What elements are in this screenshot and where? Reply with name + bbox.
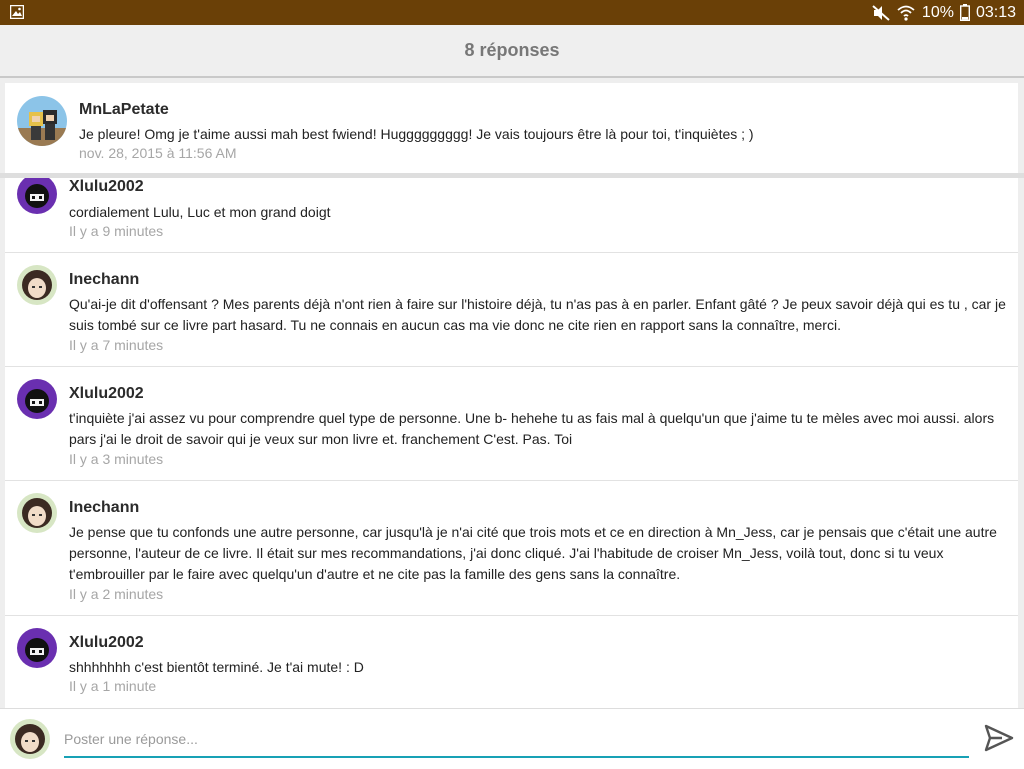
avatar[interactable] [17,178,57,214]
mute-icon [872,5,890,21]
wifi-icon [896,4,916,22]
avatar-mnlapetate-image [17,96,67,146]
list-item[interactable] [5,366,1018,481]
reply-time: Il y a 2 minutes [69,586,164,602]
reply-author[interactable]: Xlulu2002 [69,178,144,195]
send-icon[interactable] [984,724,1014,752]
avatar[interactable] [17,493,57,533]
avatar[interactable] [17,379,57,419]
avatar-xlulu-image [17,628,57,668]
avatar[interactable] [17,265,57,305]
reply-text: Qu'ai-je dit d'offensant ? Mes parents déjà n'ont rien à faire sur l'histoire déjà, tu n'as pas à en parler. Enfant gâté ? Je peux savoir déjà qui es tu , car je suis tombé sur ce livre part hasard. Tu ne connais en aucun cas ma vie donc ne cite rien en rapport sans la connaître, merci. [69,296,1006,333]
comment-text: Je pleure! Omg je t'aime aussi mah best fwiend! Huggggggggg! Je vais toujours être là pour toi, t'inquiètes ; ) [79,126,754,142]
avatar-inechann-image [17,493,57,533]
avatar[interactable] [17,96,67,146]
reply-text: Je pense que tu confonds une autre personne, car jusqu'là je n'ai cité que trois mots et ce en direction à Mn_Jess, car je pensais que c'était une autre personne, l'auteur de ce livre. Il était sur mes recommandations, j'ai donc cliqué. J'ai l'habitude de croiser Mn_Jess, voilà tout, donc si tu veux t'embrouiller par le faire avec quelqu'un d'autre et ne cite pas la famille des gens sans la connaître. [69,524,997,582]
list-item[interactable] [5,615,1018,708]
comment-author[interactable]: MnLaPetate [79,101,169,118]
reply-author[interactable]: Xlulu2002 [69,385,144,402]
page-title: 8 réponses [464,40,560,60]
avatar[interactable] [17,628,57,668]
clock: 03:13 [975,3,1016,21]
header [0,25,1024,78]
parent-comment[interactable] [5,83,1018,173]
battery-percent: 10% [921,3,954,21]
reply-time: Il y a 9 minutes [69,223,164,239]
battery-icon [960,4,970,21]
reply-author[interactable]: Xlulu2002 [69,634,144,651]
reply-input[interactable] [64,722,969,758]
reply-text: shhhhhhh c'est bientôt terminé. Je t'ai mute! : D [69,659,364,675]
reply-author[interactable]: Inechann [69,271,140,288]
reply-time: Il y a 3 minutes [69,451,164,467]
image-notification-icon [10,5,24,19]
reply-time: Il y a 7 minutes [69,337,164,353]
avatar-inechann-image [17,265,57,305]
status-bar [0,0,1024,25]
list-item[interactable] [5,480,1018,616]
comment-time: nov. 28, 2015 à 11:56 AM [79,145,237,161]
list-item[interactable] [5,178,1018,253]
list-item[interactable] [5,252,1018,367]
reply-author[interactable]: Inechann [69,499,140,516]
avatar [10,719,50,759]
replies-list[interactable] [5,178,1018,708]
reply-text: t'inquiète j'ai assez vu pour comprendre quel type de personne. Une b- hehehe tu as fais mal à quelqu'un que j'aime tu te mèles avec moi aussi. alors pars j'ai le droit de savoir qui je veux sur mon livre et. franchement C'est. Pas. Toi [69,410,995,447]
avatar-self-image [10,719,50,759]
reply-time: Il y a 1 minute [69,678,157,694]
avatar-xlulu-image [17,178,57,214]
reply-text: cordialement Lulu, Luc et mon grand doigt [69,204,331,220]
avatar-xlulu-image [17,379,57,419]
